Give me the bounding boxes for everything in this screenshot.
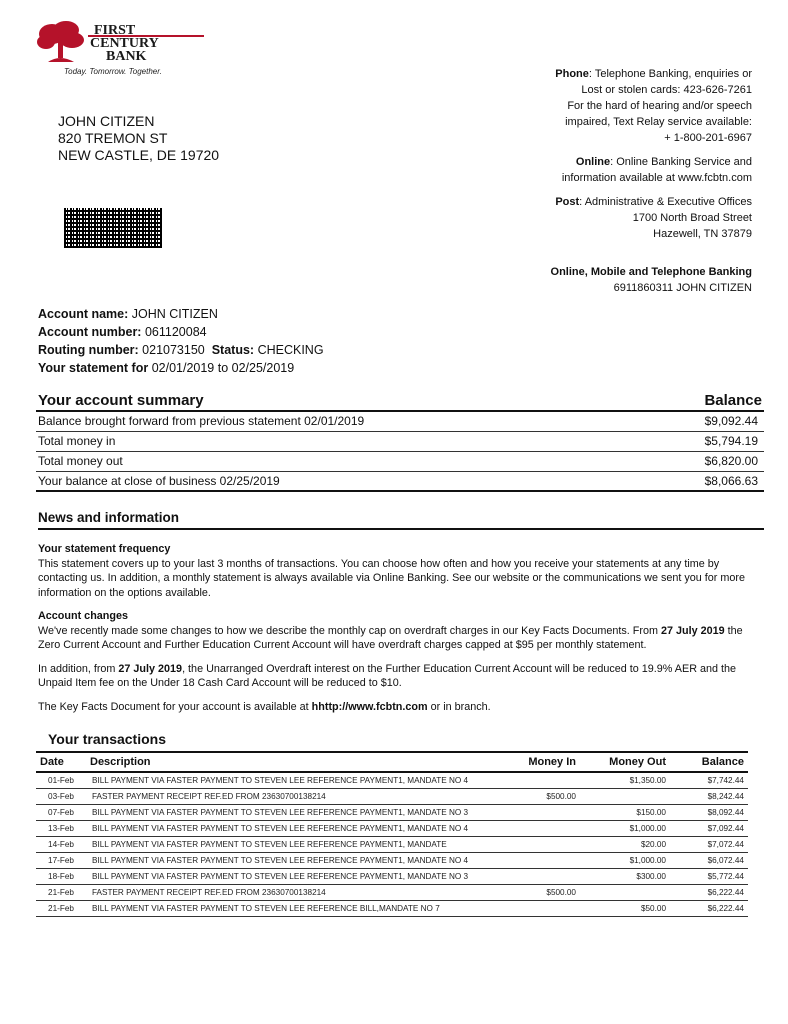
summary-row [36, 472, 764, 492]
customer-address [58, 113, 219, 164]
tx-description: BILL PAYMENT VIA FASTER PAYMENT TO STEVEN LEE REFERENCE PAYMENT1, MANDATE NO 3 [86, 869, 518, 885]
changes-heading: Account changes [38, 610, 128, 622]
tx-money-out: $150.00 [580, 805, 670, 821]
tx-description: BILL PAYMENT VIA FASTER PAYMENT TO STEVEN LEE REFERENCE PAYMENT1, MANDATE NO 4 [86, 821, 518, 837]
summary-balance-header: Balance [704, 392, 762, 409]
col-date: Date [36, 752, 86, 772]
tx-description: BILL PAYMENT VIA FASTER PAYMENT TO STEVEN LEE REFERENCE BILL,MANDATE NO 7 [86, 901, 518, 917]
summary-row-label: Total money in [38, 434, 116, 448]
period-label: Your statement for [38, 361, 149, 375]
customer-street: 820 TREMON ST [58, 130, 168, 146]
tx-money-out: $300.00 [580, 869, 670, 885]
tx-money-out [580, 885, 670, 901]
transactions-header-row [36, 752, 748, 772]
phone-info [512, 66, 752, 146]
summary-row [36, 432, 764, 452]
tx-description: FASTER PAYMENT RECEIPT REF.ED FROM 23630700138214 [86, 789, 518, 805]
online-line-0: Online: Online Banking Service and [575, 156, 752, 168]
table-row [36, 869, 748, 885]
news-title: News and information [38, 510, 764, 530]
tx-date: 21-Feb [36, 901, 86, 917]
account-name-label: Account name: [38, 307, 129, 321]
summary-row-label: Total money out [38, 454, 123, 468]
col-description: Description [86, 752, 518, 772]
phone-line-2: For the hard of hearing and/or speech [567, 100, 752, 112]
table-row [36, 789, 748, 805]
account-number: 061120084 [144, 325, 207, 339]
table-row [36, 885, 748, 901]
tx-date: 17-Feb [36, 853, 86, 869]
kfd-paragraph [38, 700, 760, 715]
tx-money-in [518, 772, 580, 789]
tx-money-in: $500.00 [518, 789, 580, 805]
routing-number: 021073150 [142, 343, 205, 357]
changes-p2-date: 27 July 2019 [118, 662, 183, 675]
customer-name: JOHN CITIZEN [58, 113, 155, 129]
tx-balance: $8,242.44 [670, 789, 748, 805]
table-row [36, 901, 748, 917]
routing-row [38, 341, 324, 359]
post-info [512, 194, 752, 242]
account-summary [36, 392, 764, 492]
post-line-2: Hazewell, TN 37879 [653, 228, 752, 240]
changes-p2-b: , the Unarranged Overdraft interest on the Further Education Current Account will be reduced to 19.9% AER and the Unpaid Item fee on the Under 18 Cash Card Account will be reduced to $10. [38, 662, 737, 689]
summary-row-value: $9,092.44 [704, 414, 758, 428]
tx-balance: $6,072.44 [670, 853, 748, 869]
tx-balance: $5,772.44 [670, 869, 748, 885]
freq-text: This statement covers up to your last 3 months of transactions. You can choose how often and how you receive your statements at any time by contacting us. In addition, a monthly statement is always available via Online Banking. See our website or the communications we sent you for more information on the options available. [38, 557, 745, 599]
banking-label: Online, Mobile and Telephone Banking [550, 266, 752, 278]
tx-date: 01-Feb [36, 772, 86, 789]
phone-line-0-text: Telephone Banking, enquiries or [594, 68, 752, 80]
bank-name-line3: BANK [106, 49, 147, 64]
transactions-table [36, 751, 748, 917]
statement-period: 02/01/2019 to 02/25/2019 [151, 361, 295, 375]
tx-money-in [518, 837, 580, 853]
tx-money-in [518, 821, 580, 837]
tx-balance: $6,222.44 [670, 901, 748, 917]
tree-icon [36, 20, 86, 64]
tx-money-in [518, 869, 580, 885]
changes-paragraph-1 [38, 624, 760, 653]
tx-balance: $8,092.44 [670, 805, 748, 821]
summary-title: Your account summary [38, 392, 204, 409]
tx-money-in: $500.00 [518, 885, 580, 901]
online-line-0-text: Online Banking Service and [616, 156, 752, 168]
banking-value: 6911860311 JOHN CITIZEN [613, 282, 752, 294]
account-details [38, 305, 324, 377]
status-label: Status: [211, 343, 255, 357]
tx-description: BILL PAYMENT VIA FASTER PAYMENT TO STEVEN LEE REFERENCE PAYMENT1, MANDATE NO 3 [86, 805, 518, 821]
changes-p1-date: 27 July 2019 [660, 624, 725, 637]
kfd-a: The Key Facts Document for your account is available at [38, 700, 309, 713]
col-money-in: Money In [518, 752, 580, 772]
online-line-1[interactable]: information available at www.fcbtn.com [561, 172, 752, 184]
summary-row-value: $6,820.00 [704, 454, 758, 468]
account-status: CHECKING [257, 343, 324, 357]
summary-row-value: $5,794.19 [704, 434, 758, 448]
tx-date: 18-Feb [36, 869, 86, 885]
table-row [36, 805, 748, 821]
barcode-image [64, 208, 162, 248]
tx-description: FASTER PAYMENT RECEIPT REF.ED FROM 23630700138214 [86, 885, 518, 901]
tx-balance: $6,222.44 [670, 885, 748, 901]
period-row [38, 359, 324, 377]
tx-balance: $7,742.44 [670, 772, 748, 789]
tx-description: BILL PAYMENT VIA FASTER PAYMENT TO STEVEN LEE REFERENCE PAYMENT1, MANDATE NO 4 [86, 853, 518, 869]
summary-row [36, 452, 764, 472]
tx-date: 14-Feb [36, 837, 86, 853]
tx-money-in [518, 805, 580, 821]
summary-row-label: Your balance at close of business 02/25/2019 [38, 474, 280, 488]
post-line-0: Post: Administrative & Executive Offices [555, 196, 752, 208]
tx-money-in [518, 853, 580, 869]
changes-p1-a: We've recently made some changes to how we describe the monthly cap on overdraft charges in our Key Facts Documents. From [38, 624, 658, 637]
tx-date: 07-Feb [36, 805, 86, 821]
account-number-label: Account number: [38, 325, 142, 339]
tx-money-out: $1,000.00 [580, 821, 670, 837]
table-row [36, 837, 748, 853]
summary-row-value: $8,066.63 [704, 474, 758, 488]
tx-money-out: $1,350.00 [580, 772, 670, 789]
tx-money-out: $20.00 [580, 837, 670, 853]
phone-line-4: + 1-800-201-6967 [664, 132, 752, 144]
bank-name-line1: FIRST [94, 23, 136, 38]
changes-p2-a: In addition, from [38, 662, 116, 675]
freq-heading: Your statement frequency [38, 543, 171, 555]
transactions-title: Your transactions [48, 731, 166, 747]
tx-description: BILL PAYMENT VIA FASTER PAYMENT TO STEVEN LEE REFERENCE PAYMENT1, MANDATE NO 4 [86, 772, 518, 789]
tx-date: 13-Feb [36, 821, 86, 837]
account-number-row [38, 323, 324, 341]
tx-money-out [580, 789, 670, 805]
customer-city: NEW CASTLE, DE 19720 [58, 147, 220, 163]
kfd-link[interactable]: hhttp://www.fcbtn.com [311, 700, 428, 713]
bank-name-line2: CENTURY [90, 36, 159, 51]
post-line-0-text: Administrative & Executive Offices [584, 196, 752, 208]
kfd-b: or in branch. [430, 700, 491, 713]
post-label: Post [555, 196, 580, 208]
routing-label: Routing number: [38, 343, 139, 357]
news-section [38, 542, 760, 723]
account-name: JOHN CITIZEN [131, 307, 218, 321]
phone-line-0: Phone: Telephone Banking, enquiries or [555, 68, 752, 80]
col-balance: Balance [670, 752, 748, 772]
online-label: Online [575, 156, 611, 168]
tx-description: BILL PAYMENT VIA FASTER PAYMENT TO STEVEN LEE REFERENCE PAYMENT1, MANDATE [86, 837, 518, 853]
col-money-out: Money Out [580, 752, 670, 772]
bank-logo [36, 20, 186, 76]
phone-label: Phone [555, 68, 589, 80]
tx-date: 21-Feb [36, 885, 86, 901]
bank-name [88, 24, 159, 63]
phone-line-1: Lost or stolen cards: 423-626-7261 [581, 84, 752, 96]
account-name-row [38, 305, 324, 323]
summary-row [36, 412, 764, 432]
table-row [36, 772, 748, 789]
changes-p1-b: the Zero Current Account and Further Education Current Account will have overdraft charges capped at $95 per monthly statement. [38, 624, 743, 651]
online-info [512, 154, 752, 186]
summary-header [36, 392, 764, 412]
phone-line-3: impaired, Text Relay service available: [565, 116, 752, 128]
tx-money-in [518, 901, 580, 917]
banking-info [512, 264, 752, 296]
contact-info [512, 66, 752, 304]
tx-balance: $7,092.44 [670, 821, 748, 837]
table-row [36, 853, 748, 869]
tx-money-out: $50.00 [580, 901, 670, 917]
post-line-1: 1700 North Broad Street [632, 212, 752, 224]
changes-paragraph-2 [38, 662, 760, 691]
tx-date: 03-Feb [36, 789, 86, 805]
tx-balance: $7,072.44 [670, 837, 748, 853]
summary-row-label: Balance brought forward from previous statement 02/01/2019 [38, 414, 365, 428]
table-row [36, 821, 748, 837]
bank-tagline: Today. Tomorrow. Together. [64, 67, 162, 76]
tx-money-out: $1,000.00 [580, 853, 670, 869]
